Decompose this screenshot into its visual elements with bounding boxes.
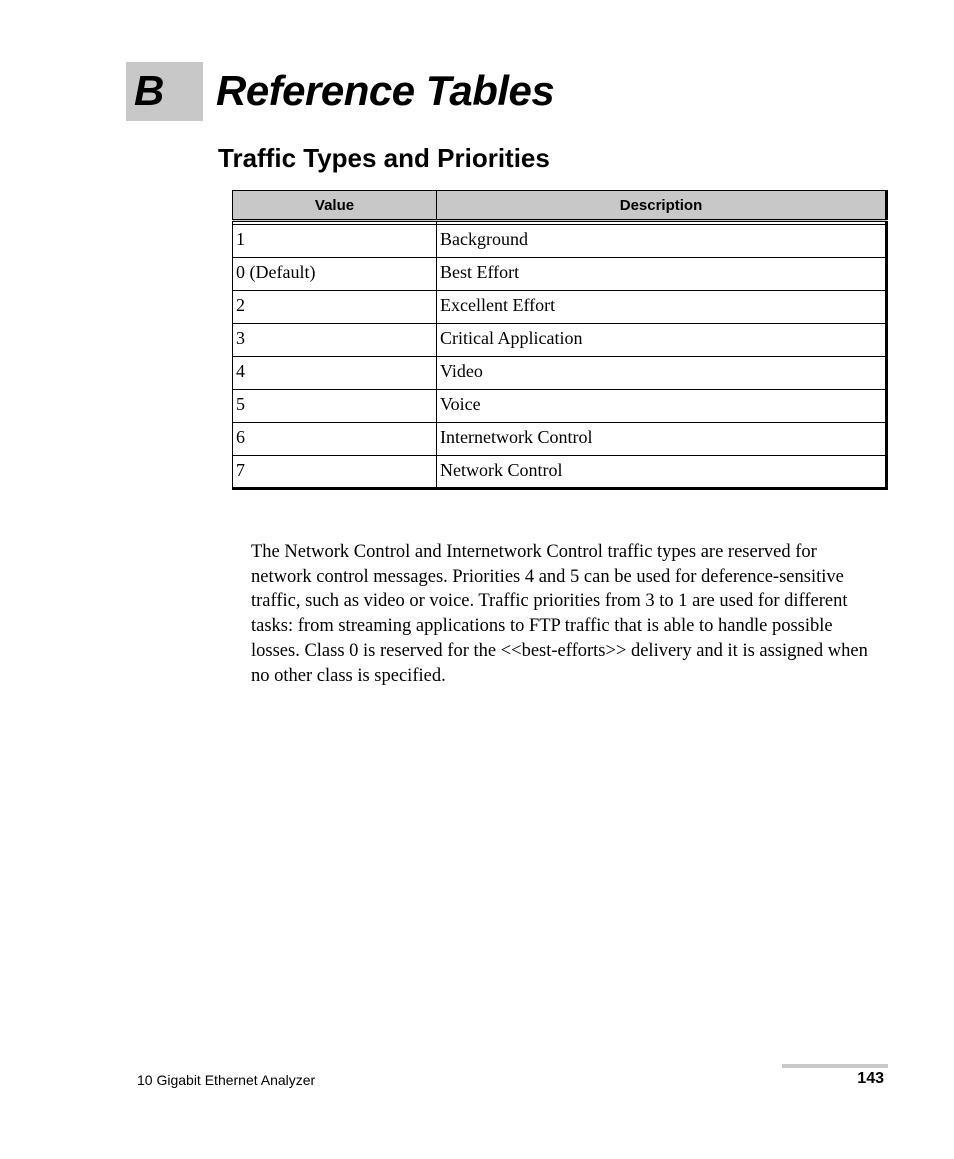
body-paragraph: The Network Control and Internetwork Control traffic types are reserved for network control messages. Priorities 4 and 5 can be used for deference-sensitive traffic, such as video or voice. Traffic priorities from 3 to 1 are used for different tasks: from streaming applications to FTP traffic that is able to handle possible losses. Class 0 is reserved for the <<best-efforts>> delivery and it is assigned when no other class is specified.: [251, 542, 868, 686]
table-body: [233, 221, 887, 489]
cell-description: Network Control: [437, 456, 887, 489]
header-value: Value: [233, 191, 437, 221]
table-row: [233, 291, 887, 324]
cell-value: 1: [233, 225, 437, 258]
cell-value: 7: [233, 456, 437, 489]
footer-page-number: 143: [857, 1070, 884, 1087]
header-description: Description: [437, 191, 887, 221]
footer-product-name: 10 Gigabit Ethernet Analyzer: [137, 1072, 316, 1088]
cell-description: Critical Application: [437, 324, 887, 357]
cell-description: Excellent Effort: [437, 291, 887, 324]
table-row: [233, 456, 887, 489]
table-row: [233, 324, 887, 357]
chapter-letter: B: [134, 67, 165, 114]
cell-value: 0 (Default): [233, 258, 437, 291]
cell-description: Internetwork Control: [437, 423, 887, 456]
table-header-row: [233, 191, 887, 221]
table-row: [233, 258, 887, 291]
table-row: [233, 357, 887, 390]
footer-rule: [782, 1064, 888, 1068]
chapter-title: Reference Tables: [216, 67, 555, 114]
reference-table-container: [232, 190, 886, 490]
cell-value: 2: [233, 291, 437, 324]
cell-description: Best Effort: [437, 258, 887, 291]
section-title: Traffic Types and Priorities: [218, 143, 550, 173]
cell-description: Voice: [437, 390, 887, 423]
cell-value: 6: [233, 423, 437, 456]
traffic-priorities-table: [232, 190, 888, 490]
cell-value: 3: [233, 324, 437, 357]
table-row: [233, 423, 887, 456]
table-row: [233, 225, 887, 258]
cell-description: Background: [437, 225, 887, 258]
cell-description: Video: [437, 357, 887, 390]
cell-value: 4: [233, 357, 437, 390]
table-row: [233, 390, 887, 423]
cell-value: 5: [233, 390, 437, 423]
